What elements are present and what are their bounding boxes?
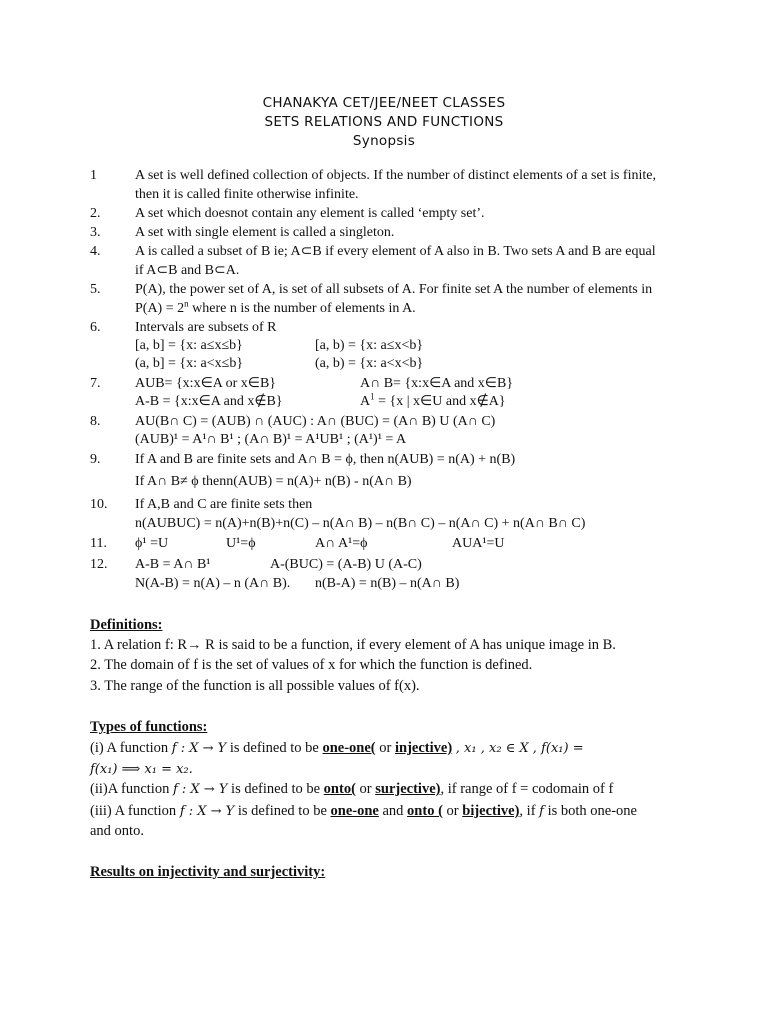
interval-half-open-left: (a, b] = {x: a<x≤b} <box>135 356 244 371</box>
header-title-3: Synopsis <box>352 133 416 149</box>
type-bijective-line-1: (iii) A function f : X → Y is defined to be one-one and onto ( or bijective), if f is both one-one <box>90 803 637 819</box>
interval-half-open-right: [a, b) = {x: a≤x<b} <box>315 338 424 353</box>
item-number-5: 5. <box>90 282 101 297</box>
item-10-line-2: n(AUBUC) = n(A)+n(B)+n(C) – n(A∩ B) – n(B∩ C) – n(A∩ C) + n(A∩ B∩ C) <box>135 516 586 531</box>
interval-closed: [a, b] = {x: a≤x≤b} <box>135 338 243 353</box>
item-12-a: A-B = A∩ B¹ <box>135 557 211 572</box>
item-1-line-1: A set is well defined collection of objects. If the number of distinct elements of a set is finite, <box>135 168 656 183</box>
item-12-b: A-(BUC) = (A-B) U (A-C) <box>270 557 422 572</box>
item-number-12: 12. <box>90 557 108 572</box>
types-heading: Types of functions: <box>90 719 208 735</box>
item-number-2: 2. <box>90 206 101 221</box>
union-definition: AUB= {x:x∈A or x∈B} <box>135 376 277 391</box>
type-one-one-line-2: f(x₁) ⟹ x₁ = x₂. <box>90 762 193 777</box>
item-number-11: 11. <box>90 536 107 551</box>
distributive-law: AU(B∩ C) = (AUB) ∩ (AUC) : A∩ (BUC) = (A∩ B) U (A∩ C) <box>135 414 496 429</box>
item-1-line-2: then it is called finite otherwise infinite. <box>135 187 359 202</box>
type-onto-line: (ii)A function f : X → Y is defined to be onto( or surjective), if range of f = codomain of f <box>90 781 614 797</box>
item-4-line-1: A is called a subset of B ie; A⊂B if every element of A also in B. Two sets A and B are equal <box>135 244 656 259</box>
item-9-line-2: If A∩ B≠ ϕ thenn(AUB) = n(A)+ n(B) - n(A∩ B) <box>135 474 412 489</box>
type-bijective-line-2: and onto. <box>90 823 144 839</box>
intersection-definition: A∩ B= {x:x∈A and x∈B} <box>360 376 514 391</box>
definitions-heading: Definitions: <box>90 617 163 633</box>
item-11-b: U¹=ϕ <box>226 536 256 551</box>
item-number-3: 3. <box>90 225 101 240</box>
item-2-line: A set which doesnot contain any element is called ‘empty set’. <box>135 206 485 221</box>
item-4-line-2: if A⊂B and B⊂A. <box>135 263 240 278</box>
item-5-line-1: P(A), the power set of A, is set of all subsets of A. For finite set A the number of elements in <box>135 282 653 297</box>
definition-3: 3. The range of the function is all possible values of f(x). <box>90 678 420 694</box>
item-number-7: 7. <box>90 376 101 391</box>
item-12-c: N(A-B) = n(A) – n (A∩ B). <box>135 576 291 591</box>
complement-definition: $A^1 = \{x$ | x∈U and x∉A} <box>360 391 506 409</box>
difference-definition: A-B = {x:x∈A and x∉B} <box>135 394 283 409</box>
item-9-line-1: If A and B are finite sets and A∩ B = ϕ, then n(AUB) = n(A) + n(B) <box>135 452 516 467</box>
definition-1: 1. A relation f: R→ R is said to be a function, if every element of A has unique image in B. <box>90 637 616 653</box>
header-title-2: SETS RELATIONS AND FUNCTIONS <box>264 114 504 130</box>
de-morgan-law: (AUB)¹ = A¹∩ B¹ ; (A∩ B)¹ = A¹UB¹ ; (A¹)¹ = A <box>135 432 407 447</box>
results-heading: Results on injectivity and surjectivity: <box>90 864 326 880</box>
item-11-d: AUA¹=U <box>452 536 505 551</box>
item-5-line-2: $P(A) = 2^n$ where n is the number of elements in A. <box>135 298 416 316</box>
item-number-10: 10. <box>90 497 108 512</box>
item-6-line: Intervals are subsets of R <box>135 320 277 335</box>
item-number-6: 6. <box>90 320 101 335</box>
item-10-line-1: If A,B and C are finite sets then <box>135 497 313 512</box>
interval-open: (a, b) = {x: a<x<b} <box>315 356 424 371</box>
type-one-one-line-1: (i) A function f : X → Y is defined to be one-one( or injective) , x₁ , x₂ ∈ X , f(x₁) = <box>90 740 584 756</box>
item-3-line: A set with single element is called a singleton. <box>135 225 395 240</box>
item-number-4: 4. <box>90 244 101 259</box>
item-11-a: ϕ¹ =U <box>135 536 169 551</box>
item-11-c: A∩ A¹=ϕ <box>315 536 368 551</box>
item-number-9: 9. <box>90 452 101 467</box>
item-12-d: n(B-A) = n(B) – n(A∩ B) <box>315 576 460 591</box>
header-title-1: CHANAKYA CET/JEE/NEET CLASSES <box>262 95 506 111</box>
item-number-1: 1 <box>90 168 97 183</box>
item-number-8: 8. <box>90 414 101 429</box>
definition-2: 2. The domain of f is the set of values of x for which the function is defined. <box>90 657 533 673</box>
